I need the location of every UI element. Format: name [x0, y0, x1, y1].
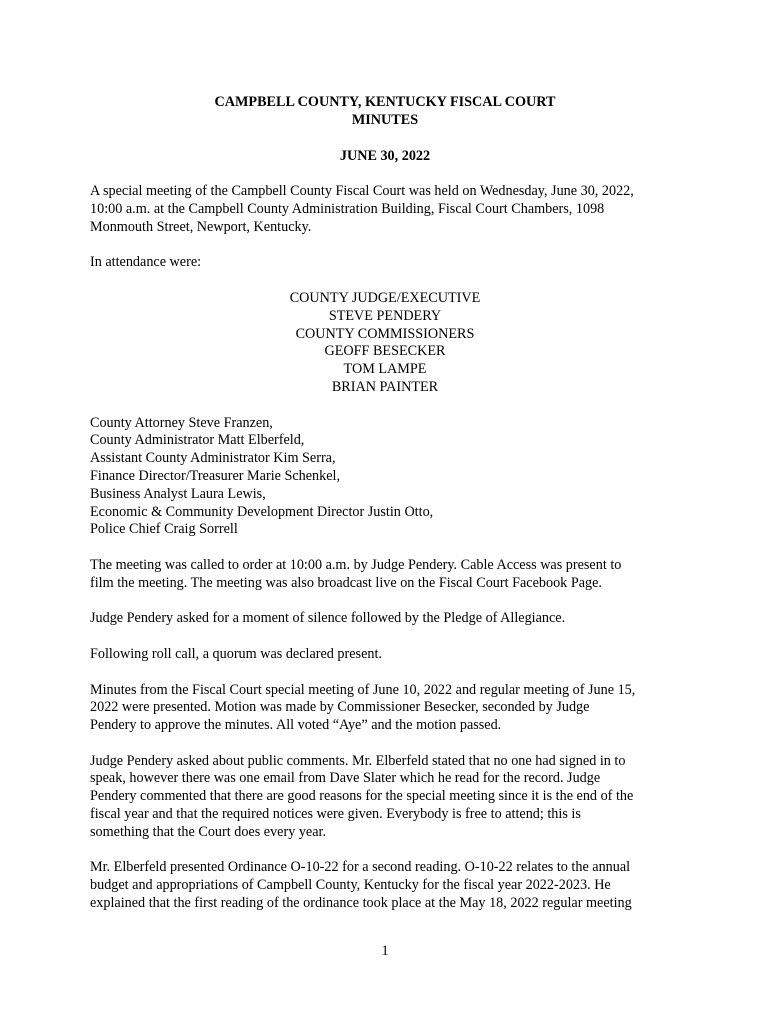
official-line: BRIAN PAINTER	[331, 378, 439, 395]
officials-list	[90, 290, 680, 397]
page-number: 1	[381, 943, 389, 959]
title-line-1: CAMPBELL COUNTY, KENTUCKY FISCAL COURT	[214, 94, 556, 110]
staff-line: Finance Director/Treasurer Marie Schenkel,	[90, 467, 341, 484]
paragraph-line: film the meeting. The meeting was also broadcast live on the Fiscal Court Facebook Page.	[90, 574, 602, 591]
public-comments-paragraph	[90, 753, 680, 842]
paragraph-line: Mr. Elberfeld presented Ordinance O-10-22 for a second reading. O-10-22 relates to the annual	[90, 859, 631, 876]
official-line: COUNTY JUDGE/EXECUTIVE	[289, 289, 481, 306]
intro-line: Monmouth Street, Newport, Kentucky.	[90, 218, 312, 235]
staff-list	[90, 415, 680, 540]
intro-paragraph	[90, 183, 680, 236]
staff-line: Assistant County Administrator Kim Serra,	[90, 450, 336, 467]
paragraph-line: explained that the first reading of the ordinance took place at the May 18, 2022 regular meeting	[90, 895, 632, 912]
staff-line: Business Analyst Laura Lewis,	[90, 485, 266, 502]
intro-line: A special meeting of the Campbell County Fiscal Court was held on Wednesday, June 30, 2022,	[90, 183, 634, 200]
official-line: TOM LAMPE	[343, 361, 427, 378]
paragraph-line: fiscal year and that the required notices were given. Everybody is free to attend; this is	[90, 806, 581, 823]
paragraph-line: Judge Pendery asked for a moment of silence followed by the Pledge of Allegiance.	[90, 610, 566, 627]
ordinance-paragraph	[90, 859, 680, 912]
pledge-paragraph	[90, 610, 680, 628]
staff-line: County Attorney Steve Franzen,	[90, 414, 273, 431]
intro-line: 10:00 a.m. at the Campbell County Administration Building, Fiscal Court Chambers, 1098	[90, 200, 605, 217]
staff-line: County Administrator Matt Elberfeld,	[90, 432, 305, 449]
paragraph-line: Judge Pendery asked about public comments. Mr. Elberfeld stated that no one had signed in to	[90, 752, 626, 769]
title-line-2: MINUTES	[351, 111, 419, 128]
official-line: COUNTY COMMISSIONERS	[295, 325, 475, 342]
attendance-heading: In attendance were:	[90, 254, 202, 271]
call-to-order-paragraph	[90, 557, 680, 593]
paragraph-line: Pendery to approve the minutes. All voted “Aye” and the motion passed.	[90, 717, 502, 734]
meeting-date: JUNE 30, 2022	[339, 147, 431, 164]
paragraph-line: something that the Court does every year.	[90, 823, 327, 840]
paragraph-line: The meeting was called to order at 10:00 a.m. by Judge Pendery. Cable Access was present to	[90, 556, 622, 573]
staff-line: Police Chief Craig Sorrell	[90, 521, 238, 538]
roll-call-paragraph	[90, 646, 680, 664]
minutes-approval-paragraph	[90, 682, 680, 735]
paragraph-line: Following roll call, a quorum was declared present.	[90, 645, 382, 662]
document-title	[90, 94, 680, 130]
paragraph-line: budget and appropriations of Campbell County, Kentucky for the fiscal year 2022-2023. He	[90, 877, 611, 894]
official-line: GEOFF BESECKER	[324, 343, 446, 360]
staff-line: Economic & Community Development Director Justin Otto,	[90, 503, 434, 520]
official-line: STEVE PENDERY	[328, 307, 442, 324]
paragraph-line: Pendery commented that there are good reasons for the special meeting since it is the end of the	[90, 788, 634, 805]
paragraph-line: speak, however there was one email from Dave Slater which he read for the record. Judge	[90, 770, 601, 787]
paragraph-line: Minutes from the Fiscal Court special meeting of June 10, 2022 and regular meeting of June 15,	[90, 681, 636, 698]
paragraph-line: 2022 were presented. Motion was made by Commissioner Besecker, seconded by Judge	[90, 699, 590, 716]
document-body	[90, 94, 680, 913]
